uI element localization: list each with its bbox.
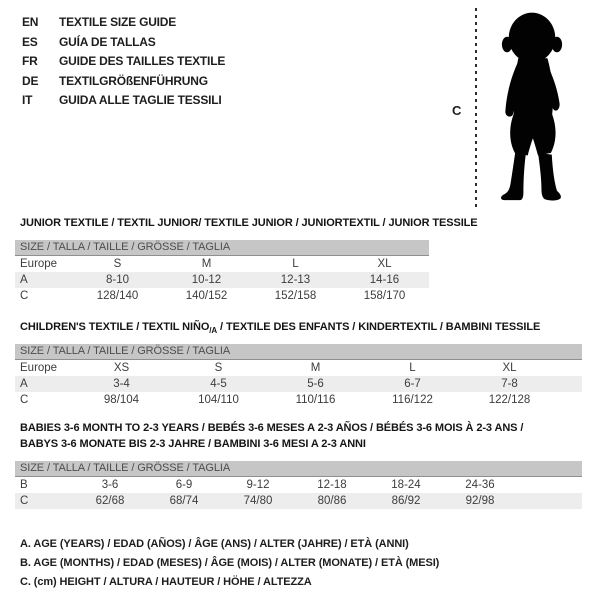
- table-row: [15, 392, 582, 408]
- language-code: FR: [22, 54, 38, 68]
- size-bar: SIZE / TALLA / TAILLE / GRÖSSE / TAGLIA: [15, 461, 582, 477]
- heading-subscript: /A: [209, 326, 218, 336]
- row-label: A: [20, 274, 28, 286]
- row-label: B: [20, 479, 28, 491]
- row-label: Europe: [20, 362, 58, 374]
- cell: 128/140: [96, 290, 139, 302]
- cell: 122/128: [488, 394, 531, 406]
- section-heading-children: [20, 319, 540, 339]
- cell: XS: [113, 362, 130, 374]
- footnote-c: C. (cm) HEIGHT / ALTURA / HAUTEUR / HÖHE / ALTEZZA: [20, 576, 312, 588]
- cell: 12-13: [280, 274, 311, 286]
- language-code: IT: [22, 93, 33, 107]
- size-bar: SIZE / TALLA / TAILLE / GRÖSSE / TAGLIA: [15, 344, 582, 360]
- cell: 6-9: [175, 479, 193, 491]
- heading-line: BABYS 3-6 MONATE BIS 2-3 JAHRE / BAMBINI 3-6 MESI A 2-3 ANNI: [20, 438, 366, 450]
- cell: L: [292, 258, 299, 270]
- cell: 3-6: [101, 479, 119, 491]
- cell: 10-12: [191, 274, 222, 286]
- baby-silhouette-icon: [489, 10, 575, 208]
- table-row: [15, 376, 582, 392]
- table-row: [15, 493, 582, 509]
- cell: 140/152: [185, 290, 228, 302]
- cell: 8-10: [105, 274, 130, 286]
- footnote-a: A. AGE (YEARS) / EDAD (AÑOS) / ÂGE (ANS) / ALTER (JAHRE) / ETÀ (ANNI): [20, 538, 409, 550]
- cell: 5-6: [307, 378, 324, 390]
- cell: 6-7: [404, 378, 421, 390]
- size-table-children: [15, 344, 582, 408]
- cell: S: [113, 258, 122, 270]
- row-label: C: [20, 290, 29, 302]
- cell: S: [214, 362, 223, 374]
- language-code: ES: [22, 34, 38, 49]
- cell: 98/104: [103, 394, 140, 406]
- language-title: GUÍA DE TALLAS: [59, 34, 156, 49]
- language-row: [22, 33, 225, 53]
- row-label: C: [20, 495, 29, 507]
- cell: 7-8: [501, 378, 518, 390]
- row-label: C: [20, 394, 29, 406]
- cell: M: [310, 362, 321, 374]
- heading-line: BABIES 3-6 MONTH TO 2-3 YEARS / BEBÉS 3-6 MESES A 2-3 AÑOS / BÉBÉS 3-6 MOIS À 2-3 ANS /: [20, 422, 524, 434]
- heading-text: / TEXTILE DES ENFANTS / KINDERTEXTIL / BAMBINI TESSILE: [217, 321, 541, 333]
- language-title: GUIDA ALLE TAGLIE TESSILI: [59, 93, 222, 107]
- language-title: TEXTILGRÖßENFÜHRUNG: [59, 73, 208, 88]
- cell: 74/80: [243, 495, 273, 507]
- language-title-list: [22, 13, 225, 111]
- measure-c-label: C: [452, 103, 462, 118]
- cell: 14-16: [369, 274, 400, 286]
- table-body: [15, 360, 582, 408]
- cell: 68/74: [169, 495, 199, 507]
- cell: 62/68: [95, 495, 125, 507]
- cell: 3-4: [113, 378, 130, 390]
- table-body: [15, 477, 582, 509]
- language-row: [22, 72, 225, 92]
- language-code: DE: [22, 73, 39, 88]
- cell: 152/158: [274, 290, 317, 302]
- table-row: [15, 477, 582, 493]
- size-table-babies: [15, 461, 582, 509]
- cell: 104/110: [198, 394, 239, 406]
- row-label: A: [20, 378, 28, 390]
- section-heading-babies: [20, 420, 523, 452]
- language-title: TEXTILE SIZE GUIDE: [59, 15, 177, 29]
- cell: 92/98: [465, 495, 495, 507]
- cell: 158/170: [363, 290, 406, 302]
- cell: 12-18: [317, 479, 347, 491]
- language-row: [22, 52, 225, 72]
- language-code: EN: [22, 15, 39, 29]
- table-row: [15, 288, 429, 304]
- height-measure-dotted-line: [475, 8, 477, 211]
- section-heading-junior: JUNIOR TEXTILE / TEXTIL JUNIOR/ TEXTILE JUNIOR / JUNIORTEXTIL / JUNIOR TESSILE: [20, 217, 478, 229]
- cell: 9-12: [246, 479, 270, 491]
- cell: 86/92: [391, 495, 421, 507]
- size-table-junior: [15, 240, 429, 304]
- language-row: [22, 91, 225, 111]
- cell: M: [201, 258, 212, 270]
- heading-text: CHILDREN'S TEXTILE / TEXTIL NIÑO: [20, 321, 210, 333]
- row-label: Europe: [20, 258, 58, 270]
- cell: 18-24: [391, 479, 421, 491]
- cell: L: [409, 362, 416, 374]
- cell: XL: [377, 258, 392, 270]
- cell: 110/116: [295, 394, 336, 406]
- cell: 4-5: [210, 378, 227, 390]
- cell: 24-36: [465, 479, 495, 491]
- language-title: GUIDE DES TAILLES TEXTILE: [59, 54, 226, 68]
- table-body: [15, 256, 429, 304]
- cell: XL: [502, 362, 517, 374]
- footnote-b: B. AGE (MONTHS) / EDAD (MESES) / ÂGE (MOIS) / ALTER (MONATE) / ETÀ (MESI): [20, 557, 440, 569]
- language-row: [22, 13, 225, 33]
- cell: 80/86: [317, 495, 347, 507]
- measurement-footnotes: [20, 535, 439, 592]
- size-bar: SIZE / TALLA / TAILLE / GRÖSSE / TAGLIA: [15, 240, 429, 256]
- cell: 116/122: [392, 394, 433, 406]
- table-row: [15, 272, 429, 288]
- table-header-row: [15, 256, 429, 272]
- table-header-row: [15, 360, 582, 376]
